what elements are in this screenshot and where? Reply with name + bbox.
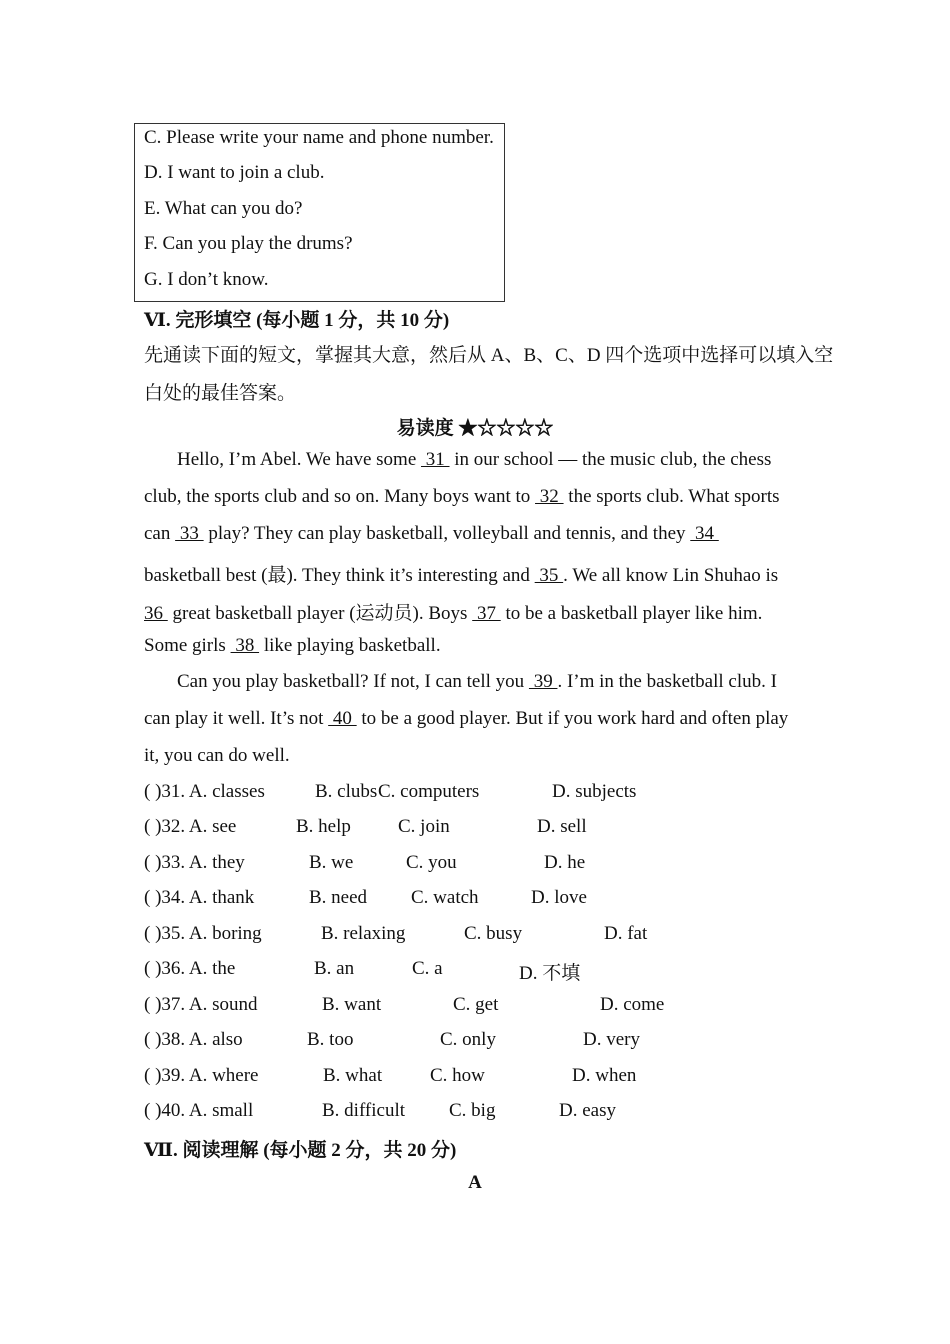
- option-b: B. need: [309, 887, 368, 908]
- blank-33: 33: [175, 523, 204, 544]
- box-option-e: E. What can you do?: [144, 198, 303, 219]
- option-b: B. difficult: [322, 1100, 406, 1121]
- blank-40: 40: [328, 708, 357, 729]
- section-6-instruction-cont: 白处的最佳答案。: [144, 383, 297, 404]
- option-b: B. want: [322, 994, 382, 1015]
- option-d: D. fat: [604, 923, 648, 944]
- question-stem: ( )34. A. thank: [144, 887, 255, 908]
- passage-line-4: basketball best (最). They think it’s interesting and 35 . We all know Lin Shuhao is: [144, 565, 779, 586]
- option-c: C. how: [430, 1065, 485, 1086]
- question-stem: ( )32. A. see: [144, 816, 237, 837]
- option-b: B. clubs: [315, 781, 378, 802]
- option-b: B. an: [314, 958, 355, 979]
- question-stem: ( )36. A. the: [144, 958, 236, 979]
- question-stem: ( )33. A. they: [144, 852, 245, 873]
- blank-35: 35: [534, 565, 564, 586]
- blank-38: 38: [230, 635, 260, 656]
- passage-line-5: 36 great basketball player (运动员). Boys 37 to be a basketball player like him.: [144, 603, 763, 624]
- blank-34: 34: [690, 523, 719, 544]
- option-b: B. what: [323, 1065, 383, 1086]
- passage-line-3: can 33 play? They can play basketball, volleyball and tennis, and they 34: [144, 523, 719, 544]
- box-option-c: C. Please write your name and phone number.: [144, 127, 494, 148]
- option-d: D. when: [572, 1065, 637, 1086]
- option-c: C. you: [406, 852, 457, 873]
- question-stem: ( )38. A. also: [144, 1029, 243, 1050]
- option-c: C. only: [440, 1029, 496, 1050]
- blank-36: 36: [144, 603, 168, 624]
- question-stem: ( )37. A. sound: [144, 994, 258, 1015]
- option-c: C. big: [449, 1100, 496, 1121]
- question-stem: ( )31. A. classes: [144, 781, 265, 802]
- difficulty-rating: 易读度 ★☆☆☆☆: [396, 418, 554, 439]
- passage-line-8: can play it well. It’s not 40 to be a good player. But if you work hard and often play: [144, 708, 789, 729]
- blank-37: 37: [472, 603, 501, 624]
- option-c: C. join: [398, 816, 450, 837]
- option-c: C. watch: [411, 887, 479, 908]
- option-d: D. subjects: [552, 781, 637, 802]
- option-b: B. relaxing: [321, 923, 406, 944]
- option-c: C. busy: [464, 923, 523, 944]
- option-d: D. easy: [559, 1100, 616, 1121]
- option-d: D. very: [583, 1029, 640, 1050]
- option-d: D. 不填: [519, 963, 581, 984]
- question-stem: ( )40. A. small: [144, 1100, 254, 1121]
- option-b: B. too: [307, 1029, 354, 1050]
- section-6-instruction: 先通读下面的短文，掌握其大意，然后从 A、B、C、D 四个选项中选择可以填入空: [144, 345, 834, 366]
- option-c: C. computers: [378, 781, 480, 802]
- blank-32: 32: [535, 486, 564, 507]
- passage-label-a: A: [468, 1172, 482, 1193]
- option-d: D. he: [544, 852, 586, 873]
- passage-line-7: Can you play basketball? If not, I can tell you 39 . I’m in the basketball club. I: [177, 671, 777, 692]
- option-d: D. love: [531, 887, 587, 908]
- option-b: B. help: [296, 816, 351, 837]
- box-option-f: F. Can you play the drums?: [144, 233, 353, 254]
- option-c: C. get: [453, 994, 499, 1015]
- option-b: B. we: [309, 852, 354, 873]
- section-7-heading: Ⅶ. 阅读理解 (每小题 2 分，共 20 分): [144, 1140, 457, 1161]
- box-option-g: G. I don’t know.: [144, 269, 269, 290]
- blank-31: 31: [421, 449, 450, 470]
- passage-line-2: club, the sports club and so on. Many boys want to 32 the sports club. What sports: [144, 486, 780, 507]
- question-stem: ( )35. A. boring: [144, 923, 262, 944]
- option-d: D. sell: [537, 816, 587, 837]
- passage-line-1: Hello, I’m Abel. We have some 31 in our school — the music club, the chess: [177, 449, 772, 470]
- section-6-heading: Ⅵ. 完形填空 (每小题 1 分，共 10 分): [144, 310, 450, 331]
- box-option-d: D. I want to join a club.: [144, 162, 325, 183]
- passage-line-6: Some girls 38 like playing basketball.: [144, 635, 441, 656]
- option-c: C. a: [412, 958, 443, 979]
- option-d: D. come: [600, 994, 665, 1015]
- blank-39: 39: [528, 671, 558, 692]
- passage-line-9: it, you can do well.: [144, 745, 290, 766]
- question-stem: ( )39. A. where: [144, 1065, 259, 1086]
